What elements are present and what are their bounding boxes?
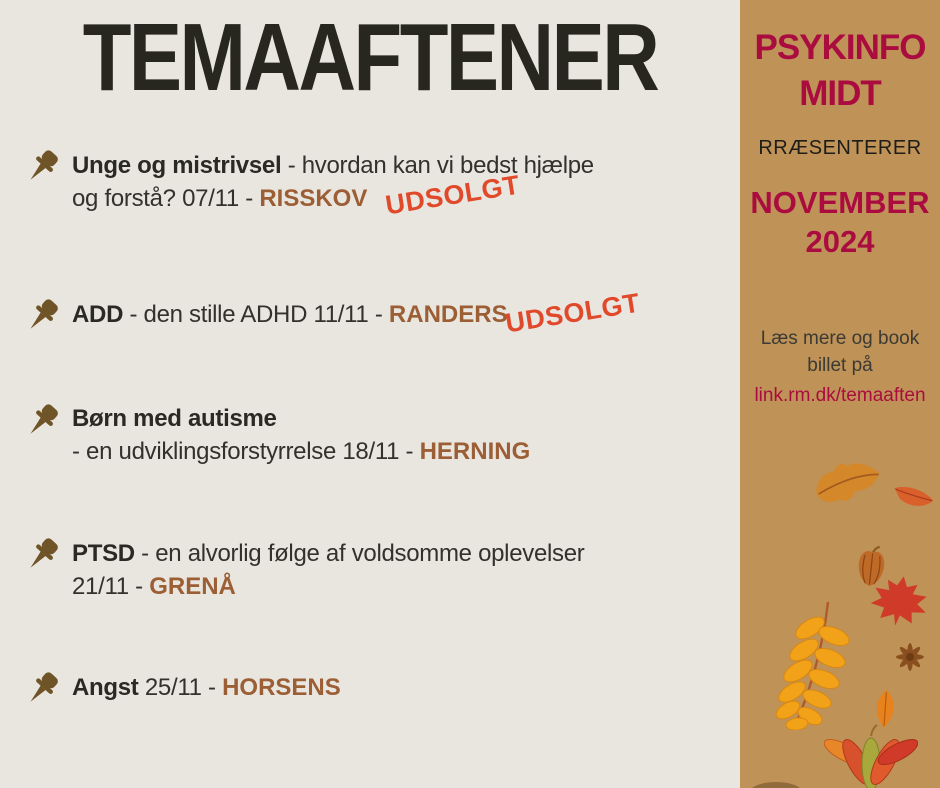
- year-label: 2024: [805, 224, 875, 259]
- pushpin-icon: [22, 147, 62, 187]
- maple-leaf-icon: [864, 570, 935, 637]
- event-title: PTSD: [72, 540, 135, 567]
- pushpin-icon: [22, 669, 62, 709]
- cta-line2: billet på: [807, 355, 873, 376]
- month-label: NOVEMBER: [750, 185, 930, 220]
- event-item-unge-og-mistrivsel: [72, 149, 672, 215]
- event-date: 21/11 -: [72, 573, 150, 600]
- event-line-1: [72, 402, 672, 435]
- creeper-leaf-icon: [824, 724, 918, 788]
- event-date: 25/11 -: [138, 674, 223, 701]
- event-line-1: [72, 671, 672, 704]
- event-line-2: [72, 435, 672, 468]
- oak-leaf-icon: [808, 452, 890, 519]
- event-description: - den stille ADHD 11/11 -: [123, 301, 389, 328]
- event-line-1: [72, 149, 672, 182]
- event-location: HERNING: [419, 438, 531, 465]
- event-description: - en alvorlig følge af voldsomme oplevelser: [134, 540, 585, 567]
- star-anise-icon: [892, 640, 928, 679]
- brand-name-line1: PSYKINFO: [754, 28, 926, 67]
- event-line-2: [72, 182, 672, 215]
- event-location: GRENÅ: [149, 573, 236, 600]
- page-title: TEMAAFTENER: [82, 4, 658, 111]
- event-title: Børn med autisme: [72, 405, 277, 432]
- presents-label: RRÆSENTERER: [758, 137, 922, 159]
- sidebar: [740, 0, 940, 788]
- event-description: - en udviklingsforstyrrelse 18/11 -: [72, 438, 420, 465]
- event-date: og forstå? 07/11 -: [72, 185, 260, 212]
- rowan-leaf-icon: [768, 598, 864, 735]
- dark-seed-icon: [748, 778, 804, 788]
- event-item-boern-med-autisme: [72, 402, 672, 468]
- event-line-2: [72, 570, 672, 603]
- event-description: - hvordan kan vi bedst hjælpe: [281, 152, 594, 179]
- event-item-angst: [72, 671, 672, 704]
- event-title: ADD: [72, 301, 124, 328]
- event-line-1: [72, 537, 672, 570]
- soldout-badge: UDSOLGT: [503, 287, 642, 339]
- cta-line1: Læs mere og book: [760, 328, 920, 349]
- small-red-leaf-icon: [890, 482, 936, 519]
- pushpin-icon: [22, 535, 62, 575]
- event-title: Unge og mistrivsel: [72, 152, 282, 179]
- event-location: HORSENS: [222, 674, 341, 701]
- soldout-badge: UDSOLGT: [383, 169, 522, 221]
- pushpin-icon: [22, 401, 62, 441]
- event-item-ptsd: [72, 537, 672, 603]
- event-location: RISSKOV: [259, 185, 368, 212]
- booking-link: link.rm.dk/temaaften: [754, 385, 926, 406]
- event-location: RANDERS: [388, 301, 508, 328]
- pushpin-icon: [22, 296, 62, 336]
- event-title: Angst: [72, 674, 139, 701]
- brand-name-line2: MIDT: [799, 74, 881, 113]
